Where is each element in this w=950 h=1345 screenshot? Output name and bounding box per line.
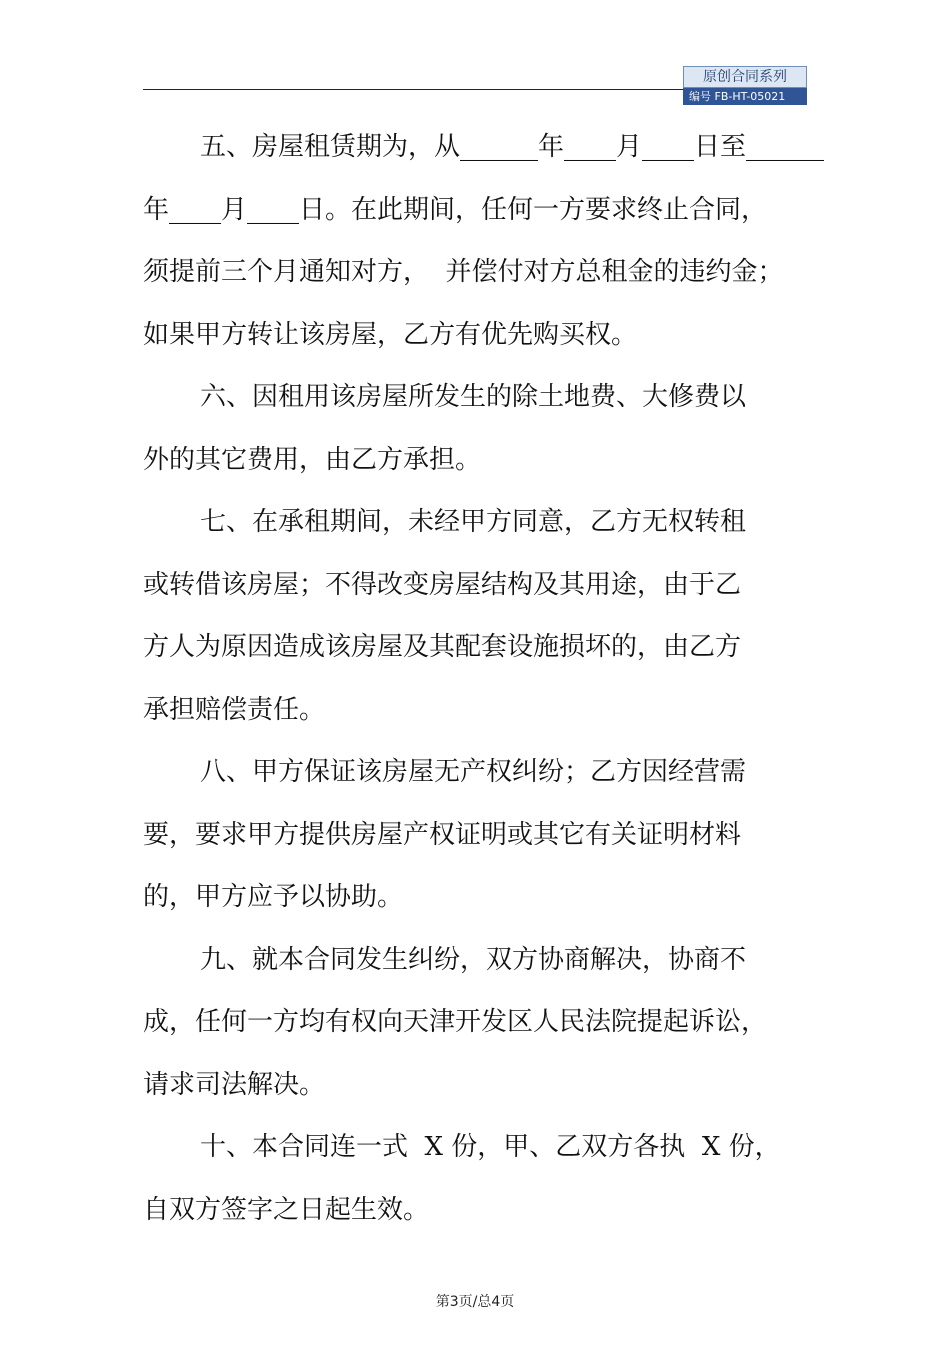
contract-body — [143, 116, 825, 1241]
page-number: 第3页/总4页 — [435, 1294, 515, 1310]
series-label: 原创合同系列 — [683, 66, 807, 88]
clause-6-line-2: 外的其它费用，由乙方承担。 — [143, 444, 482, 475]
clause-7-line-1: 七、在承租期间，未经甲方同意，乙方无权转租 — [200, 507, 747, 537]
clause-10-line-1: 十、本合同连一式 X 份，甲、乙双方各执 X 份， — [200, 1132, 781, 1162]
clause-8-line-2: 要，要求甲方提供房屋产权证明或其它有关证明材料 — [143, 819, 742, 850]
clause-5-line-1: 五、房屋租赁期为，从______年____月____日至______ — [200, 132, 825, 162]
clause-7-line-4: 承担赔偿责任。 — [143, 694, 326, 725]
clause-6-line-1: 六、因租用该房屋所发生的除土地费、大修费以 — [200, 382, 747, 412]
clause-7-line-2: 或转借该房屋；不得改变房屋结构及其用途，由于乙 — [143, 569, 742, 600]
clause-7-line-3: 方人为原因造成该房屋及其配套设施损坏的，由乙方 — [143, 632, 742, 662]
clause-9-line-3: 请求司法解决。 — [143, 1069, 326, 1100]
clause-8-line-3: 的，甲方应予以协助。 — [143, 882, 404, 912]
clause-5-line-3: 须提前三个月通知对方， 并偿付对方总租金的违约金； — [143, 257, 784, 287]
series-badge — [683, 66, 807, 105]
clause-9-line-1: 九、就本合同发生纠纷，双方协商解决，协商不 — [200, 944, 747, 975]
clause-5-line-4: 如果甲方转让该房屋，乙方有优先购买权。 — [143, 319, 638, 350]
clause-9-line-2: 成，任何一方均有权向天津开发区人民法院提起诉讼， — [143, 1007, 768, 1037]
clause-10-line-2: 自双方签字之日起生效。 — [143, 1194, 430, 1225]
clause-5-line-2: 年____月____日。在此期间，任何一方要求终止合同， — [143, 194, 768, 225]
header-rule — [143, 89, 683, 90]
document-code: 编号 FB-HT-05021 — [683, 88, 807, 105]
clause-8-line-1: 八、甲方保证该房屋无产权纠纷；乙方因经营需 — [200, 757, 747, 787]
